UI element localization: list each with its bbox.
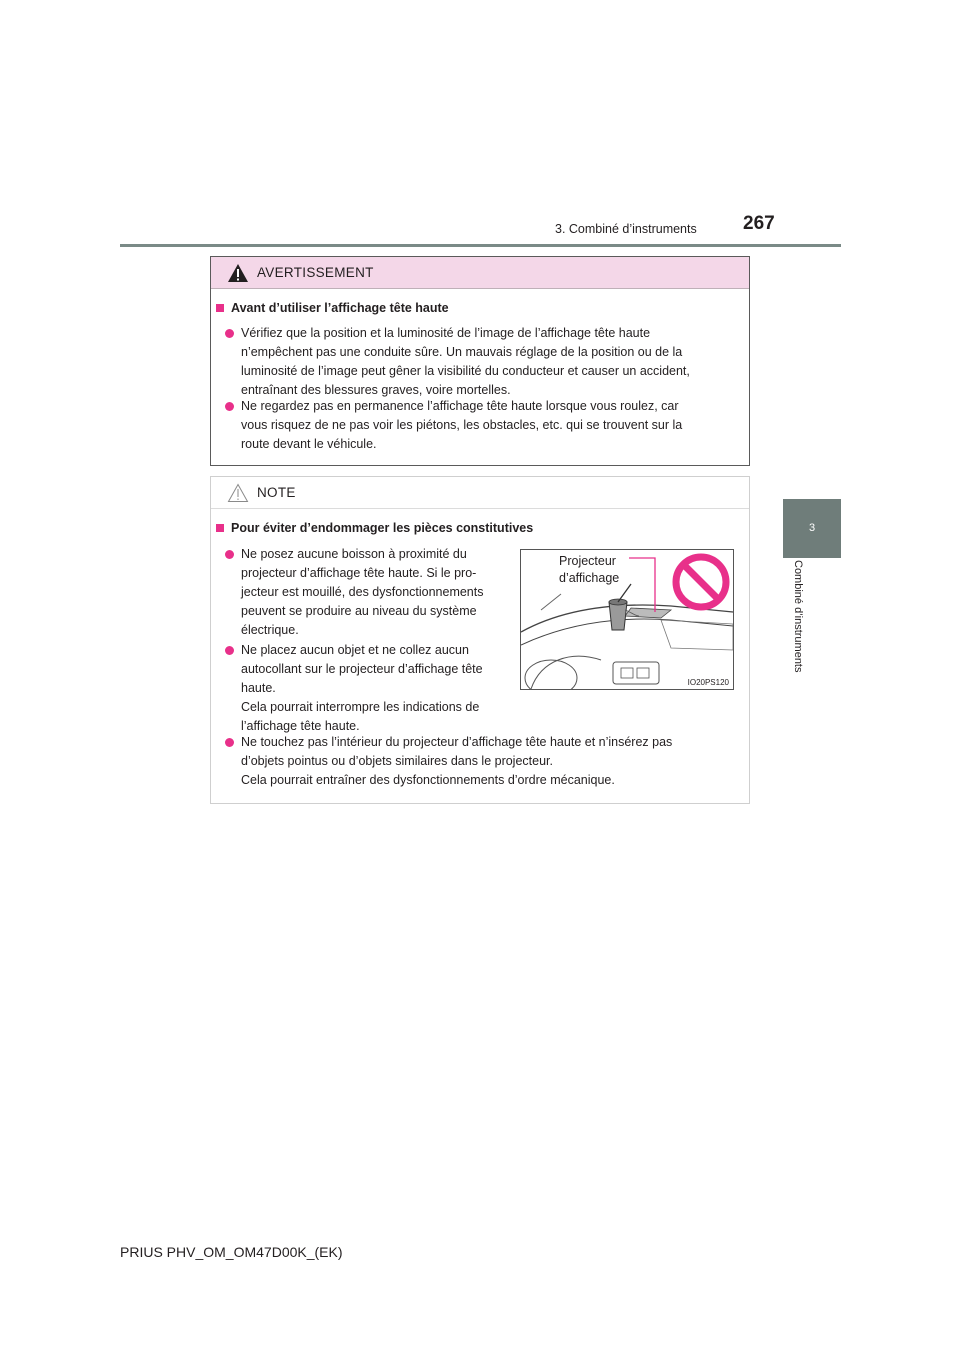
bullet-dot-icon xyxy=(225,550,234,559)
chapter-title: 3. Combiné d’instruments xyxy=(555,222,697,236)
figure-label: Projecteur d’affichage xyxy=(559,554,620,585)
bullet-dot-icon xyxy=(225,646,234,655)
note-section-title: Pour éviter d’endommager les pièces constitutives xyxy=(211,521,533,535)
warning-title: AVERTISSEMENT xyxy=(257,265,374,280)
warning-header xyxy=(211,257,749,289)
square-bullet-icon xyxy=(216,304,224,312)
bullet-dot-icon xyxy=(225,738,234,747)
header-rule xyxy=(120,244,841,247)
warning-box xyxy=(210,256,750,466)
warning-bullet-1: Vérifiez que la position et la luminosité de l’image de l’affichage tête haute n’empêchent pas une conduite sûre. Un mauvais réglage de la position ou de la luminosité de l’image peut gêner la visibilité du conducteur et causer un accident, entraînant des blessures graves, voire mortelles. xyxy=(241,324,743,400)
note-header xyxy=(211,477,749,509)
note-bullet-3: Ne touchez pas l’intérieur du projecteur d’affichage tête haute et n’insérez pas d’objets pointus ou d’objets similaires dans le projecteur. Cela pourrait entraîner des dysfonctionnements d’ordre mécanique. xyxy=(241,733,743,790)
note-bullet-2: Ne placez aucun objet et ne collez aucun autocollant sur le projecteur d’affichage tête haute. Cela pourrait interrompre les indications de l’affichage tête haute. xyxy=(241,641,514,736)
warning-icon xyxy=(227,263,249,283)
square-bullet-icon xyxy=(216,524,224,532)
hud-projector-illustration xyxy=(520,549,734,690)
bullet-dot-icon xyxy=(225,402,234,411)
footer-model: PRIUS PHV_OM_OM47D00K_(EK) xyxy=(120,1244,343,1260)
side-tab-number: 3 xyxy=(783,499,841,558)
dashboard-drawing xyxy=(521,550,733,689)
note-box xyxy=(210,476,750,804)
bullet-dot-icon xyxy=(225,329,234,338)
page-number: 267 xyxy=(743,213,775,234)
figure-code: IO20PS120 xyxy=(687,678,729,687)
warning-bullet-2: Ne regardez pas en permanence l’affichage tête haute lorsque vous roulez, car vous risquez de ne pas voir les piétons, les obstacles, etc. qui se trouvent sur la route devant le véhicule. xyxy=(241,397,743,454)
warning-section-title: Avant d’utiliser l’affichage tête haute xyxy=(211,301,449,315)
caution-icon xyxy=(227,483,249,503)
side-tab-label: Combiné d’instruments xyxy=(792,560,804,673)
note-bullet-1: Ne posez aucune boisson à proximité du projecteur d’affichage tête haute. Si le pro- jecteur est mouillé, des dysfonctionnements peuvent se produire au niveau du système électrique. xyxy=(241,545,514,640)
note-title: NOTE xyxy=(257,485,296,500)
